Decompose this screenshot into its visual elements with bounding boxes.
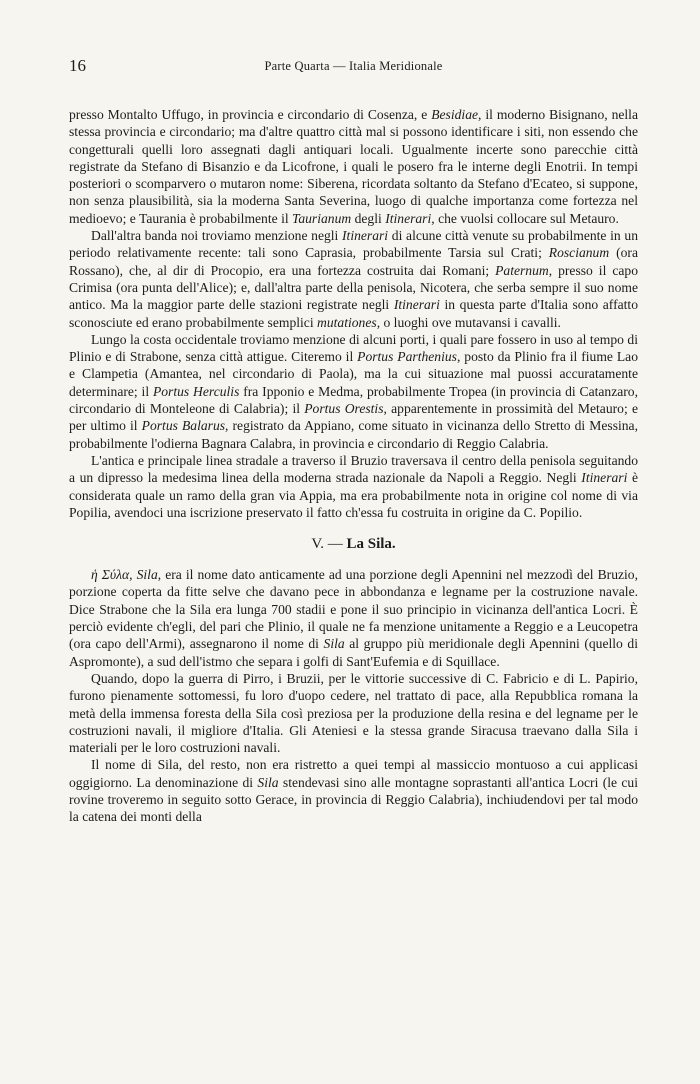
text-run: , o luoghi ove mutavansi i cavalli.: [376, 314, 561, 330]
italic-text: Paternum: [495, 262, 549, 278]
italic-text: Taurianum: [292, 210, 352, 226]
text-run: (ora Rossano), che, al dir di Procopio, era una fortezza costruita dai Romani;: [69, 245, 638, 278]
italic-text: Sila: [257, 774, 279, 790]
text-run: , presso il capo Crimisa (ora punta dell'Alice); e, dall'altra parte della penisola, Nicotera, che serba sempre il suo nome antico. Ma la maggior parte delle stazioni registrate negli: [69, 262, 638, 313]
text-run: , il moderno Bisignano, nella stessa provincia e circondario; ma d'altre quattro città mal si possono identificare i siti, non essendo che congetturali quelli loro assegnati dagli antiquari locali. Ugualmente incerte sono parecchie città registrate da Stefano di Bisanzio e da Licofrone, i quali le posero fra le interne degli Enotrii. In tempi posteriori o scomparvero o mutaron nome: Siberena, ricordata soltanto da Stefano d'Ecateo, si suppone, non senza plausibilità, sia la moderna Santa Severina, luogo di qualche importanza come fortezza nel medioevo; e Taurania è probabilmente il: [69, 107, 638, 226]
text-run: in questa parte d'Italia sono affatto sconosciute ed erano probabilmente semplici: [69, 297, 638, 330]
paragraph: [69, 452, 638, 521]
text-run: Quando, dopo la guerra di Pirro, i Bruzii, per le vittorie successive di C. Fabricio e di L. Papirio, furono pienamente sottomessi, fu loro d'uopo cedere, nel trattato di pace, alla Repubblica romana la metà della immensa foresta della Sila così preziosa per la produzione della resina e del legname per le costruzioni navali, il migliore d'Italia. Gli Ateniesi e la stessa grande Siracusa traevano dalla Sila i materiali per le loro costruzioni navali.: [69, 670, 638, 756]
section-title: La Sila.: [346, 536, 396, 553]
italic-text: Portus Orestis: [304, 401, 384, 417]
text-run: , era il nome dato anticamente ad una porzione degli Apennini nel mezzodì del Bruzio, porzione coperta da fitte selve che davano pece in abbondanza e legname per la costruzione navale. Dice Strabone che la Sila era lunga 700 stadii e pone il suo principio in vicinanza dell'antica Locri. È perciò evidente ch'egli, del pari che Plinio, il quale ne fa menzione unitamente a Reggio e a Leucopetra (ora capo dell'Armi), assegnarono il nome di: [69, 567, 638, 652]
text-run: è considerata quale un ramo della gran via Appia, ma era probabilmente nota in origine col nome di via Popilia, avendoci una iscrizione preservato il fatto ch'essa fu costruita in origine da C. Popilio.: [69, 470, 638, 520]
italic-text: Besidiae: [431, 107, 479, 122]
paragraph: [69, 566, 638, 670]
text-run: stendevasi sino alle montagne soprastanti all'antica Locri (le cui rovine troveremo in seguito sotto Gerace, in provincia di Reggio Calabria), inchiudendovi per tal modo la catena dei monti della: [69, 774, 638, 825]
paragraph: [69, 227, 638, 331]
text-run: di alcune città venute su probabilmente in un periodo relativamente recente: tali sono Caprasia, probabilmente Tarsia sul Crati;: [69, 228, 638, 261]
italic-text: mutationes: [317, 314, 377, 330]
page-header: [69, 56, 638, 80]
italic-text: Portus Parthenius: [357, 349, 457, 365]
italic-text: Portus Herculis: [152, 383, 240, 399]
text-run: Il nome di Sila, del resto, non era ristretto a quei tempi al massiccio montuoso a cui applicasi oggigiorno. La denominazione di: [69, 757, 638, 790]
italic-text: Itinerari: [393, 297, 440, 313]
text-run: , apparentemente in prossimità del Metauro; e per ultimo il: [69, 401, 639, 434]
italic-text: Sila: [323, 636, 345, 652]
text-run: fra Ipponio e Medma, probabilmente Tropea (in provincia di Catanzaro, circondario di Monteleone di Calabria); il: [69, 383, 638, 417]
text-run: Lungo la costa occidentale troviamo menzione di alcuni porti, i quali pare fossero in uso al tempo di Plinio e di Strabone, senza città attigue. Citeremo il: [69, 331, 638, 365]
italic-text: Itinerari: [342, 228, 389, 244]
page-body: [69, 106, 638, 826]
text-run: , posto da Plinio fra il fiume Lao e Clampetia (Amantea, nel circondario di Paola), ma la cui situazione mal puossi accuratamente determinare; il: [69, 349, 639, 399]
text-run: , che vuolsi collocare sul Metauro.: [431, 210, 619, 226]
italic-text: Itinerari: [385, 210, 432, 226]
text-run: presso Montalto Uffugo, in provincia e circondario di Cosenza, e: [69, 107, 432, 122]
text-run: L'antica e principale linea stradale a traverso il Bruzio traversava il centro della penisola seguitando a un dipresso la medesima linea della moderna strada nazionale da Napoli a Reggio. Negli: [69, 452, 638, 486]
text-block-before-section: [69, 106, 638, 521]
italic-text: ἡ Σύλα, Sila: [91, 567, 158, 583]
text-run: Dall'altra banda noi troviamo menzione negli: [91, 228, 343, 244]
paragraph: [69, 331, 638, 452]
text-run: al gruppo più meridionale degli Apennini (quello di Aspromonte), a sud dell'istmo che separa i golfi di Sant'Eufemia e di Squillace.: [69, 636, 639, 669]
section-number: V. —: [311, 536, 343, 553]
italic-text: Portus Balarus: [141, 418, 226, 434]
text-run: , registrato da Appiano, come situato in vicinanza dello Stretto di Messina, probabilmente l'odierna Bagnara Calabra, in provincia e circondario di Reggio Calabria.: [69, 418, 638, 451]
paragraph: [69, 756, 638, 825]
italic-text: Roscianum: [548, 245, 610, 261]
text-run: degli: [351, 210, 386, 226]
text-block-after-section: [69, 566, 638, 825]
section-heading: [69, 533, 638, 555]
page-number: 16: [69, 56, 86, 75]
italic-text: Itinerari: [581, 470, 628, 486]
paragraph: [69, 670, 638, 756]
running-title: Parte Quarta — Italia Meridionale: [264, 59, 443, 73]
paragraph: [69, 106, 638, 227]
